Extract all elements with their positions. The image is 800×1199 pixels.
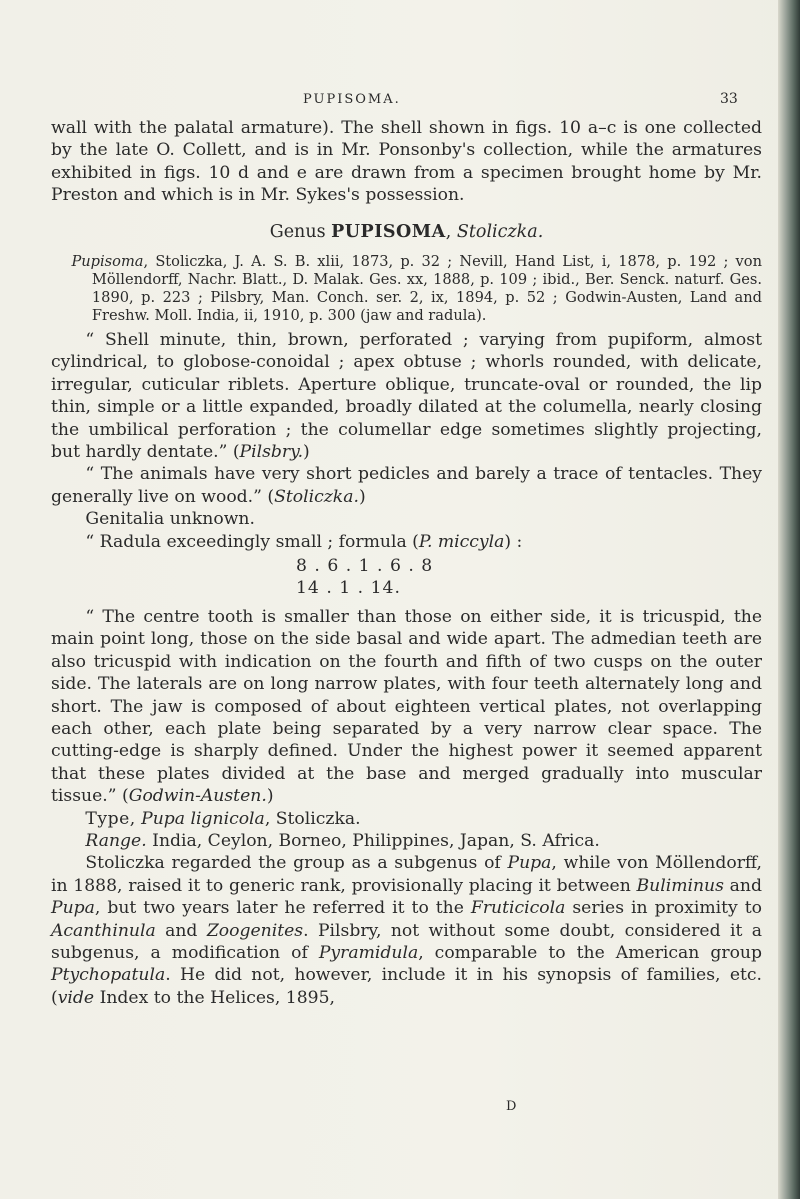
animals-description: “ The animals have very short pedicles and barely a trace of tentacles. They generally live on wood.” (Stoliczka.) xyxy=(51,464,762,507)
genitalia-note: Genitalia unknown. xyxy=(85,509,255,530)
type-label: Type, xyxy=(85,808,136,829)
body-text xyxy=(51,117,762,1009)
genus-prefix: Genus xyxy=(269,221,332,242)
range-line: Range. India, Ceylon, Borneo, Philippines, Japan, S. Africa. xyxy=(85,830,600,851)
genus-name: PUPISOMA xyxy=(331,221,446,242)
type-species: Pupa lignicola xyxy=(141,808,265,829)
genus-author: Stoliczka. xyxy=(456,221,544,242)
formula-row-1: 8 . 6 . 1 . 6 . 8 xyxy=(296,556,434,577)
teeth-description: “ The centre tooth is smaller than those on either side, it is tricuspid, the main point long, those on the side basal and wide apart. The admedian teeth are also tricuspid with indication on the fourth and fifth of two cusps on the outer side. The laterals are on long narrow plates, with four teeth alternately long and short. The jaw is composed of about eighteen vertical plates, not overlapping each other, each plate being separated by a very narrow clear space. The cutting-edge is sharply defined. Under the highest power it seemed apparent that these plates divided at the base and merged gradually into muscular tissue.” (Godwin-Austen.) xyxy=(51,606,762,807)
genus-heading: Genus PUPISOMA, Stoliczka. xyxy=(269,221,544,242)
signature-mark: D xyxy=(506,1099,517,1114)
discussion-paragraph: Stoliczka regarded the group as a subgenus of Pupa, while von Möllendorff, in 1888, raised it to generic rank, provisionally placing it between Buliminus and Pupa, but two years later he referred it to the Fruticicola series in proximity to Acanthinula and Zoogenites. Pilsbry, not without some doubt, considered it a subgenus, a modification of Pyramidula, comparable to the American group Ptychopatula. He did not, however, include it in his synopsis of families, etc. (vide Index to the Helices, 1895, xyxy=(51,853,763,1008)
page-binding-edge xyxy=(778,0,800,1199)
radula-formula xyxy=(51,555,762,600)
teeth-citation: Godwin-Austen. xyxy=(128,786,267,807)
page-number: 33 xyxy=(720,91,738,107)
shell-description: “ Shell minute, thin, brown, perforated ; varying from pupiform, almost cylindrical, to globose-conoidal ; apex obtuse ; whorls rounded, with delicate, irregular, cuticular riblets. Aperture oblique, truncate-oval or rounded, the lip thin, simple or a little expanded, broadly dilated at the columella, nearly closing the umbilical perforation ; the columellar edge sometimes slightly projecting, but hardly dentate.” (Pilsbry.) xyxy=(51,330,762,463)
synonymy-name: Pupisoma xyxy=(71,253,144,271)
shell-citation: Pilsbry. xyxy=(239,442,304,463)
synonymy-text: , Stoliczka, J. A. S. B. xlii, 1873, p. 32 ; Nevill, Hand List, i, 1878, p. 192 ; von Möllendorff, Nachr. Blatt., D. Malak. Ges. xx, 1888, p. 109 ; ibid., Ber. Senck. naturf. Ges. 1890, p. 223 ; Pilsbry, Man. Conch. ser. 2, ix, 1894, p. 52 ; Godwin-Austen, Land and Freshw. Moll. India, ii, 1910, p. 300 (jaw and radula). xyxy=(91,253,762,325)
synonymy-block xyxy=(51,253,762,325)
type-line: Type, Pupa lignicola, Stoliczka. xyxy=(85,808,361,829)
range-label: Range. xyxy=(85,830,147,851)
running-head-title: PUPISOMA. xyxy=(303,92,401,107)
opening-paragraph: wall with the palatal armature). The shell shown in figs. 10 a–c is one collected by the late O. Collett, and is in Mr. Ponsonby's collection, while the armatures exhibited in figs. 10 d and e are drawn from a specimen brought home by Mr. Preston and which is in Mr. Sykes's possession. xyxy=(51,118,762,206)
formula-row-2: 14 . 1 . 14. xyxy=(296,578,401,599)
animals-citation: Stoliczka. xyxy=(274,486,359,507)
radula-description: “ Radula exceedingly small ; formula (P. miccyla) : xyxy=(85,531,523,552)
radula-species: P. miccyla xyxy=(418,531,505,552)
